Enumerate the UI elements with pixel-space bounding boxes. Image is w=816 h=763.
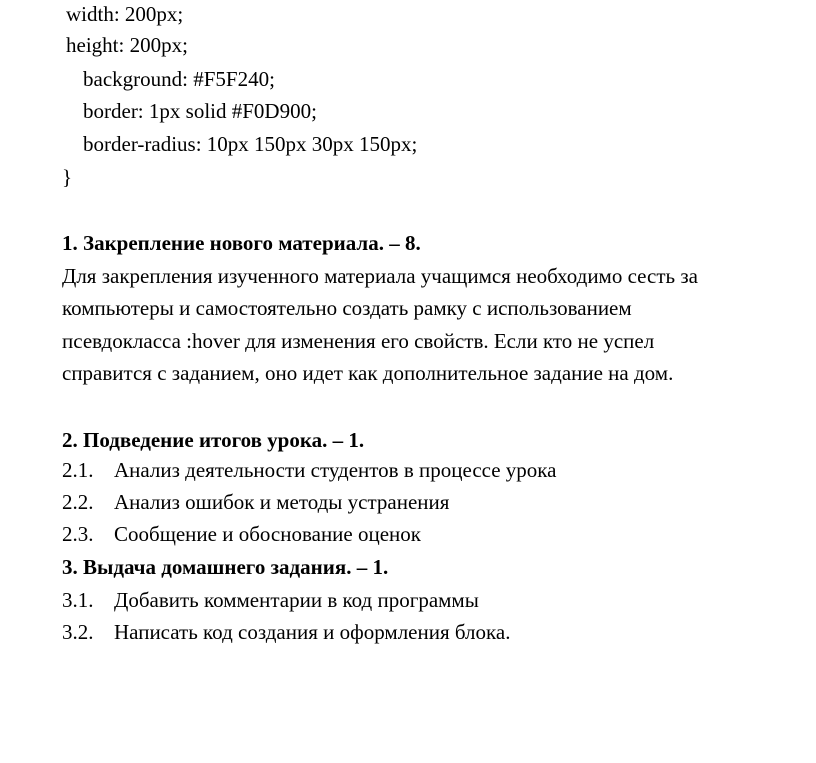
code-line: height: 200px;	[66, 33, 188, 57]
code-line: border-radius: 10px 150px 30px 150px;	[83, 132, 418, 156]
code-line: border: 1px solid #F0D900;	[83, 99, 317, 123]
code-line: background: #F5F240;	[83, 67, 275, 91]
list-item-number: 2.2.	[62, 490, 94, 514]
list-item-text: Добавить комментарии в код программы	[114, 588, 479, 612]
paragraph-line: компьютеры и самостоятельно создать рамку с использованием	[62, 296, 632, 320]
paragraph-line: Для закрепления изученного материала учащимся необходимо сесть за	[62, 264, 698, 288]
list-item-number: 3.2.	[62, 620, 94, 644]
section-heading: 1. Закрепление нового материала. – 8.	[62, 231, 421, 255]
list-item	[62, 456, 557, 484]
paragraph-line: справится с заданием, оно идет как дополнительное задание на дом.	[62, 361, 674, 385]
list-item	[62, 586, 479, 614]
section-heading: 2. Подведение итогов урока. – 1.	[62, 428, 365, 452]
list-item-number: 2.3.	[62, 522, 94, 546]
list-item	[62, 618, 511, 646]
list-item-text: Написать код создания и оформления блока.	[114, 620, 511, 644]
list-item-text: Анализ деятельности студентов в процессе урока	[114, 458, 557, 482]
code-closing-brace: }	[62, 165, 73, 189]
list-item-number: 3.1.	[62, 588, 94, 612]
list-item-number: 2.1.	[62, 458, 94, 482]
paragraph-line: псевдокласса :hover для изменения его свойств. Если кто не успел	[62, 329, 655, 353]
section-heading: 3. Выдача домашнего задания. – 1.	[62, 555, 389, 579]
list-item	[62, 520, 421, 548]
code-line: width: 200px;	[66, 2, 184, 26]
list-item-text: Анализ ошибок и методы устранения	[114, 490, 450, 514]
list-item-text: Сообщение и обоснование оценок	[114, 522, 421, 546]
list-item	[62, 488, 449, 516]
